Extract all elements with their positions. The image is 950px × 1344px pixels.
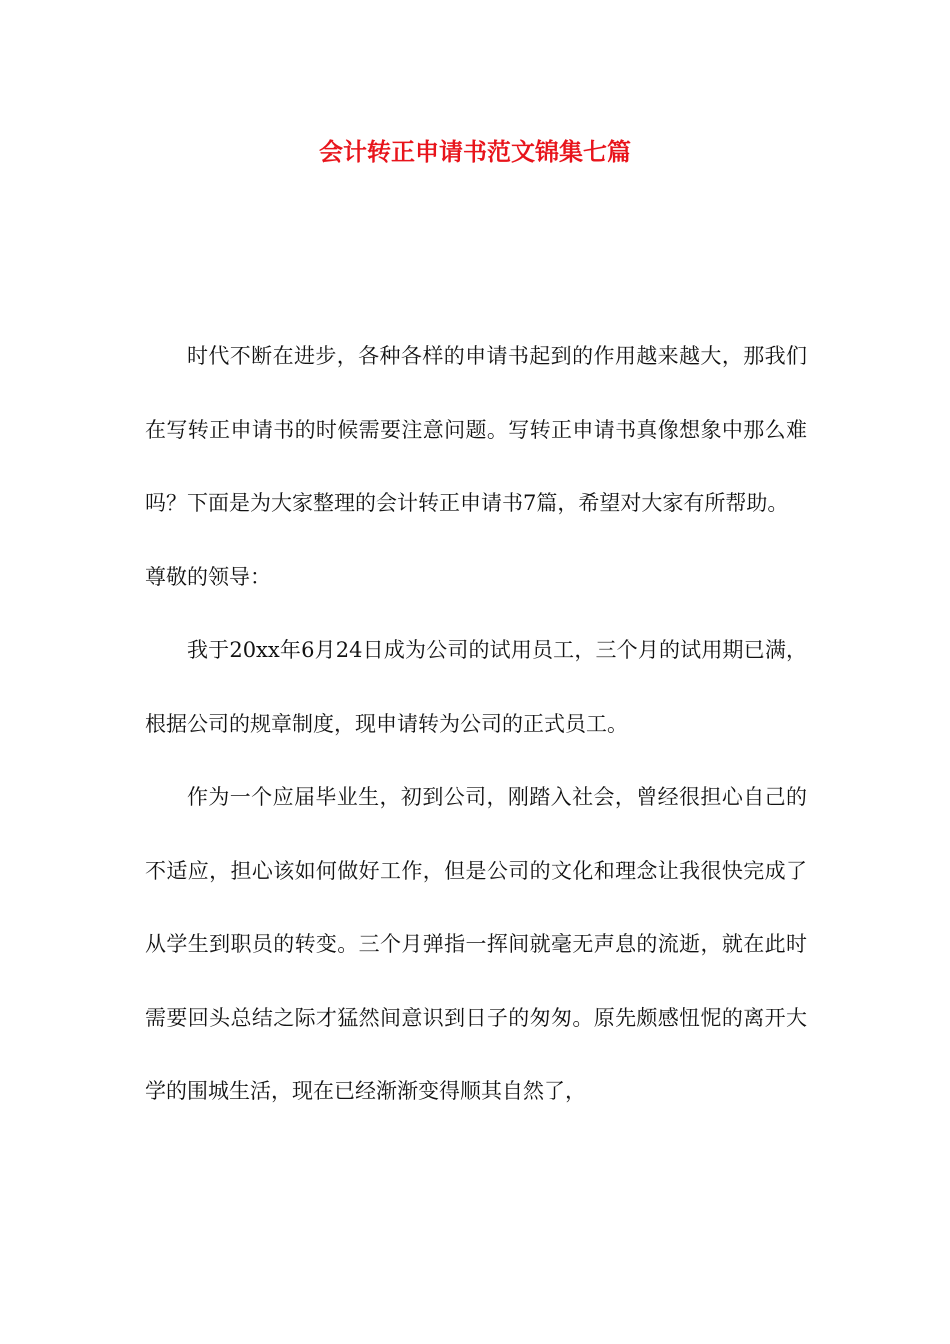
paragraph-intro: 时代不断在进步，各种各样的申请书起到的作用越来越大，那我们在写转正申请书的时候需要注意问题。写转正申请书真像想象中那么难吗？下面是为大家整理的会计转正申请书7篇，希望对大家有所帮助。: [145, 344, 807, 515]
document-title: 会计转正申请书范文锦集七篇: [319, 138, 631, 166]
paragraph-probation: 我于20xx年6月24日成为公司的试用员工，三个月的试用期已满，根据公司的规章制度，现申请转为公司的正式员工。: [145, 638, 807, 736]
document-body: [145, 320, 807, 1129]
paragraph-salutation: 尊敬的领导：: [145, 564, 271, 589]
paragraph-experience: 作为一个应届毕业生，初到公司，刚踏入社会，曾经很担心自己的不适应，担心该如何做好工作，但是公司的文化和理念让我很快完成了从学生到职员的转变。三个月弹指一挥间就毫无声息的流逝，就在此时需要回头总结之际才猛然间意识到日子的匆匆。原先颇感忸怩的离开大学的围城生活，现在已经渐渐变得顺其自然了，: [145, 785, 807, 1103]
